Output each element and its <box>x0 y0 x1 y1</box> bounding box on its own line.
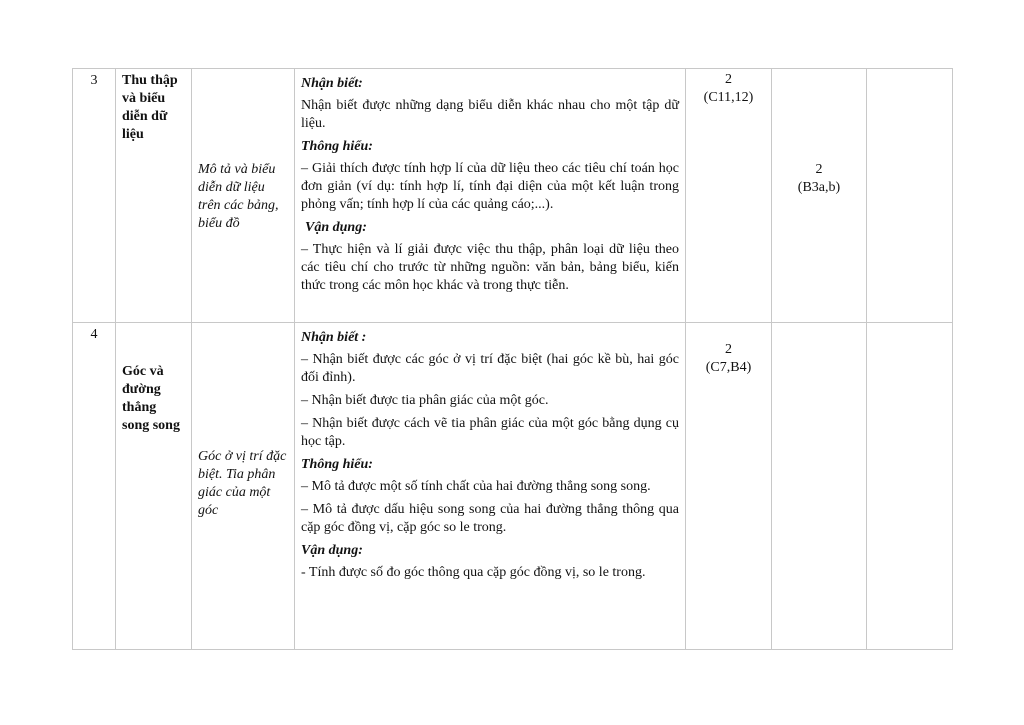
table-row <box>73 323 953 650</box>
question-count-cell <box>772 323 867 650</box>
topic-cell: Thu thập và biểu diễn dữ liệu <box>116 69 192 323</box>
question-refs: (C7,B4) <box>705 360 752 375</box>
requirement-text: – Giải thích được tính hợp lí của dữ liệu theo các tiêu chí toán học đơn giản (ví dụ: tính hợp lí, tính đại diện của một kết luận trong phỏng vấn; tính hợp lí của các quảng cáo;...). <box>301 161 679 212</box>
question-count-cell <box>867 69 953 323</box>
unit-text: Góc ở vị trí đặc biệt. Tia phân giác của một góc <box>198 449 287 518</box>
requirement-text: – Thực hiện và lí giải được việc thu thập, phân loại dữ liệu theo các tiêu chí cho trước từ những nguồn: văn bản, bảng biểu, kiến thức trong các môn học khác và trong thực tiễn. <box>301 242 679 293</box>
level-heading: Vận dụng: <box>301 543 363 558</box>
level-heading: Thông hiểu: <box>301 457 373 472</box>
level-heading: Thông hiểu: <box>301 139 373 154</box>
question-refs: (C11,12) <box>703 90 754 105</box>
unit-cell <box>192 69 295 323</box>
question-count-cell <box>686 323 772 650</box>
level-heading: Nhận biết: <box>301 76 363 91</box>
requirement-text: - Tính được số đo góc thông qua cặp góc đồng vị, so le trong. <box>301 565 646 580</box>
table-row <box>73 69 953 323</box>
knowledge-matrix-table <box>72 68 953 650</box>
level-heading: Vận dụng: <box>305 220 367 235</box>
unit-cell <box>192 323 295 650</box>
question-count-cell <box>686 69 772 323</box>
question-refs: (B3a,b) <box>797 180 841 195</box>
question-count: 2 <box>815 162 823 177</box>
question-count: 2 <box>725 72 732 87</box>
level-heading: Nhận biết : <box>301 330 367 345</box>
question-count-cell <box>867 323 953 650</box>
row-number: 3 <box>73 69 116 323</box>
requirement-cell <box>295 323 686 650</box>
unit-text: Mô tả và biểu diễn dữ liệu trên các bảng, biểu đồ <box>198 162 279 231</box>
requirement-text: – Mô tả được một số tính chất của hai đường thẳng song song. <box>301 479 651 494</box>
requirement-text: – Mô tả được dấu hiệu song song của hai đường thẳng thông qua cặp góc đồng vị, cặp góc so le trong. <box>301 502 679 535</box>
requirement-text: – Nhận biết được cách vẽ tia phân giác của một góc bằng dụng cụ học tập. <box>301 416 679 449</box>
topic-cell: Góc và đường thẳng song song <box>116 323 192 650</box>
requirement-text: – Nhận biết được các góc ở vị trí đặc biệt (hai góc kề bù, hai góc đối đỉnh). <box>301 352 679 385</box>
row-number: 4 <box>73 323 116 650</box>
question-count: 2 <box>725 342 732 357</box>
requirement-cell <box>295 69 686 323</box>
requirement-text: Nhận biết được những dạng biểu diễn khác nhau cho một tập dữ liệu. <box>301 98 679 131</box>
question-count-cell <box>772 69 867 323</box>
requirement-text: – Nhận biết được tia phân giác của một góc. <box>301 393 549 408</box>
